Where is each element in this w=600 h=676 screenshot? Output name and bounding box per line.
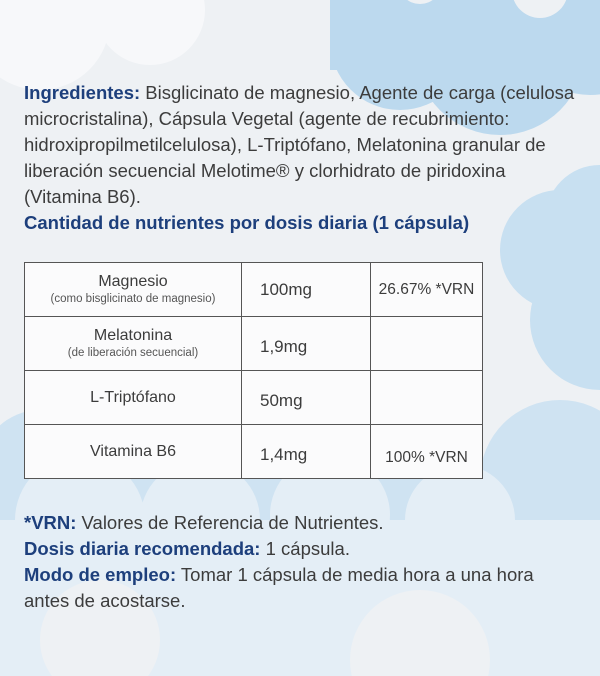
table-row [25, 263, 483, 317]
nutrient-vrn: 100% *VRN [385, 448, 468, 466]
nutrient-name-cell [25, 425, 242, 479]
ingredients-paragraph [24, 80, 584, 210]
nutrient-subtitle: (de liberación secuencial) [67, 347, 199, 359]
usage-label: Modo de empleo: [24, 564, 177, 585]
nutrient-name: Melatonina [93, 327, 173, 344]
nutrient-vrn [371, 371, 483, 425]
ingredients-label: Ingredientes: [24, 82, 141, 103]
nutrient-vrn-cell [371, 425, 483, 479]
nutrient-amount: 100mg [242, 263, 371, 317]
dose-text: 1 cápsula. [260, 538, 350, 559]
vrn-text: Valores de Referencia de Nutrientes. [76, 512, 384, 533]
ingredients-text: Bisglicinato de magnesio, Agente de carga (celulosa microcristalina), Cápsula Vegetal (agente de recubrimiento: hidroxipropilmetilcelulosa), L-Triptófano, Melatonina granular de liberación secuencial Melotime® y clorhidrato de piridoxina (Vitamina B6). [24, 82, 575, 207]
dose-label: Dosis diaria recomendada: [24, 538, 261, 559]
nutrient-subtitle: (como bisglicinato de magnesio) [50, 293, 216, 305]
table-row [25, 425, 483, 479]
nutrient-amount: 1,4mg [260, 444, 308, 464]
nutrient-vrn: 26.67% *VRN [371, 263, 483, 317]
table-row [25, 317, 483, 371]
dose-footnote [24, 536, 584, 562]
nutrient-name-cell [25, 317, 242, 371]
nutrient-amount-cell [242, 425, 371, 479]
usage-text: Tomar 1 cápsula de media hora a una hora antes de acostarse. [24, 564, 534, 611]
table-row [25, 371, 483, 425]
nutrient-amount-cell [242, 317, 371, 371]
nutrition-table [24, 262, 483, 479]
nutrient-name: L-Triptófano [90, 388, 176, 406]
nutrient-amount: 1,9mg [260, 336, 308, 356]
nutrient-name-cell [25, 371, 242, 425]
nutrient-name-cell [25, 263, 242, 317]
nutrient-amount: 50mg [260, 390, 303, 410]
nutrient-name: Vitamina B6 [90, 442, 176, 460]
nutrient-name: Magnesio [98, 273, 168, 290]
vrn-label: *VRN: [24, 512, 77, 533]
nutrient-vrn [371, 317, 483, 371]
nutrient-amount-cell [242, 371, 371, 425]
vrn-footnote [24, 510, 584, 536]
usage-footnote [24, 562, 584, 614]
nutrients-heading: Cantidad de nutrientes por dosis diaria (1 cápsula) [24, 212, 470, 233]
